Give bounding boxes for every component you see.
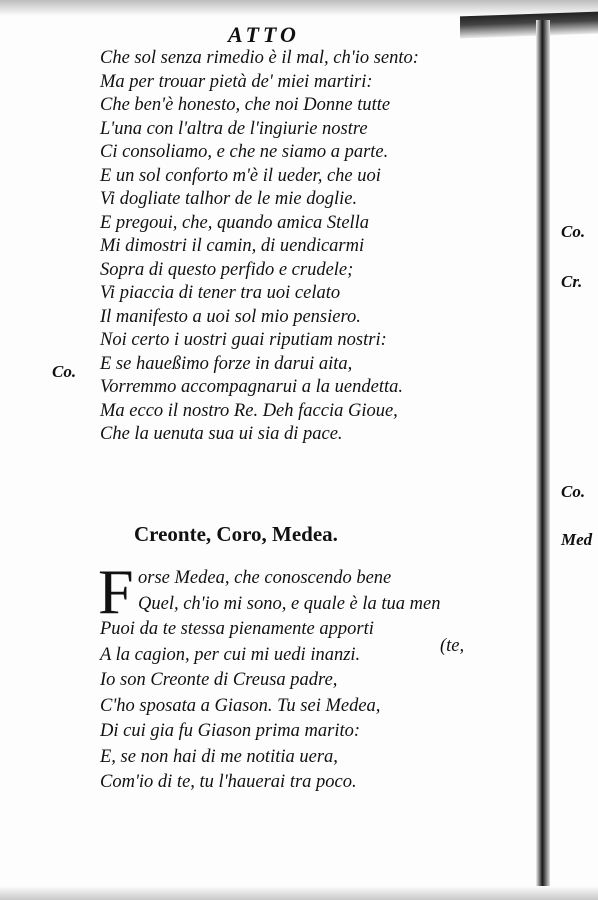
page-bottom-edge (0, 886, 598, 900)
verse-line: Vorremmo accompagnarui a la uendetta. (100, 377, 403, 397)
verse-block-2 (100, 566, 520, 796)
verse-line: E un sol conforto m'è il ueder, che uoi (100, 165, 381, 186)
verse-line: Ci consoliamo, e che ne siamo a parte. (100, 142, 389, 162)
verse-line: L'una con l'altra de l'ingiurie nostre (100, 118, 368, 139)
facing-page-speaker-label: Med (561, 530, 593, 549)
verse-line: C'ho sposata a Giason. Tu sei Medea, (100, 695, 381, 716)
verse-line: E se haueßimo forze in darui aita, (100, 353, 353, 374)
verse-line: E, se non hai di me notitia uera, (100, 746, 338, 767)
running-head: ATTO (228, 22, 300, 47)
drop-cap: F (98, 556, 134, 627)
verse-line: orse Medea, che conoscendo bene (138, 568, 392, 588)
binding-top-shadow (460, 12, 598, 39)
verse-line: Puoi da te stessa pienamente apporti (100, 619, 374, 639)
verse-line: Sopra di questo perfido e crudele; (100, 259, 354, 280)
verse-line: E pregoui, che, quando amica Stella (100, 212, 370, 233)
verse-line: A la cagion, per cui mi uedi inanzi. (100, 644, 361, 665)
verse-line: Com'io di te, tu l'hauerai tra poco. (100, 772, 357, 792)
facing-page-speaker-label: Co. (561, 482, 586, 501)
facing-page-speaker-label: Co. (561, 222, 586, 241)
verse-turnover: (te, (440, 636, 465, 656)
verse-line: Vi piaccia di tener tra uoi celato (100, 283, 341, 303)
verse-line: Io son Creonte di Creusa padre, (100, 670, 338, 690)
speaker-label-coro: Co. (52, 362, 77, 381)
verse-line: Mi dimostri il camin, di uendicarmi (100, 236, 365, 256)
verse-line: Noi certo i uostri guai riputiam nostri: (100, 330, 387, 350)
verse-line: Che la uenuta sua ui sia di pace. (100, 424, 343, 444)
facing-page-speaker-label: Cr. (561, 272, 583, 291)
verse-line: Quel, ch'io mi sono, e quale è la tua men (138, 593, 441, 614)
verse-line: Che sol senza rimedio è il mal, ch'io sento: (100, 48, 419, 68)
verse-block-1 (100, 47, 500, 447)
scene-heading: Creonte, Coro, Medea. (134, 522, 338, 546)
verse-line: Ma ecco il nostro Re. Deh faccia Gioue, (100, 400, 398, 421)
book-gutter (536, 20, 550, 900)
verse-line: Ma per trouar pietà de' miei martiri: (100, 71, 373, 92)
verse-line: Di cui gia fu Giason prima marito: (100, 721, 361, 741)
verse-line: Vi dogliate talhor de le mie doglie. (100, 189, 358, 209)
verse-line: Il manifesto a uoi sol mio pensiero. (100, 306, 361, 327)
verse-line: Che ben'è honesto, che noi Donne tutte (100, 95, 391, 115)
page-top-shadow (0, 0, 598, 16)
